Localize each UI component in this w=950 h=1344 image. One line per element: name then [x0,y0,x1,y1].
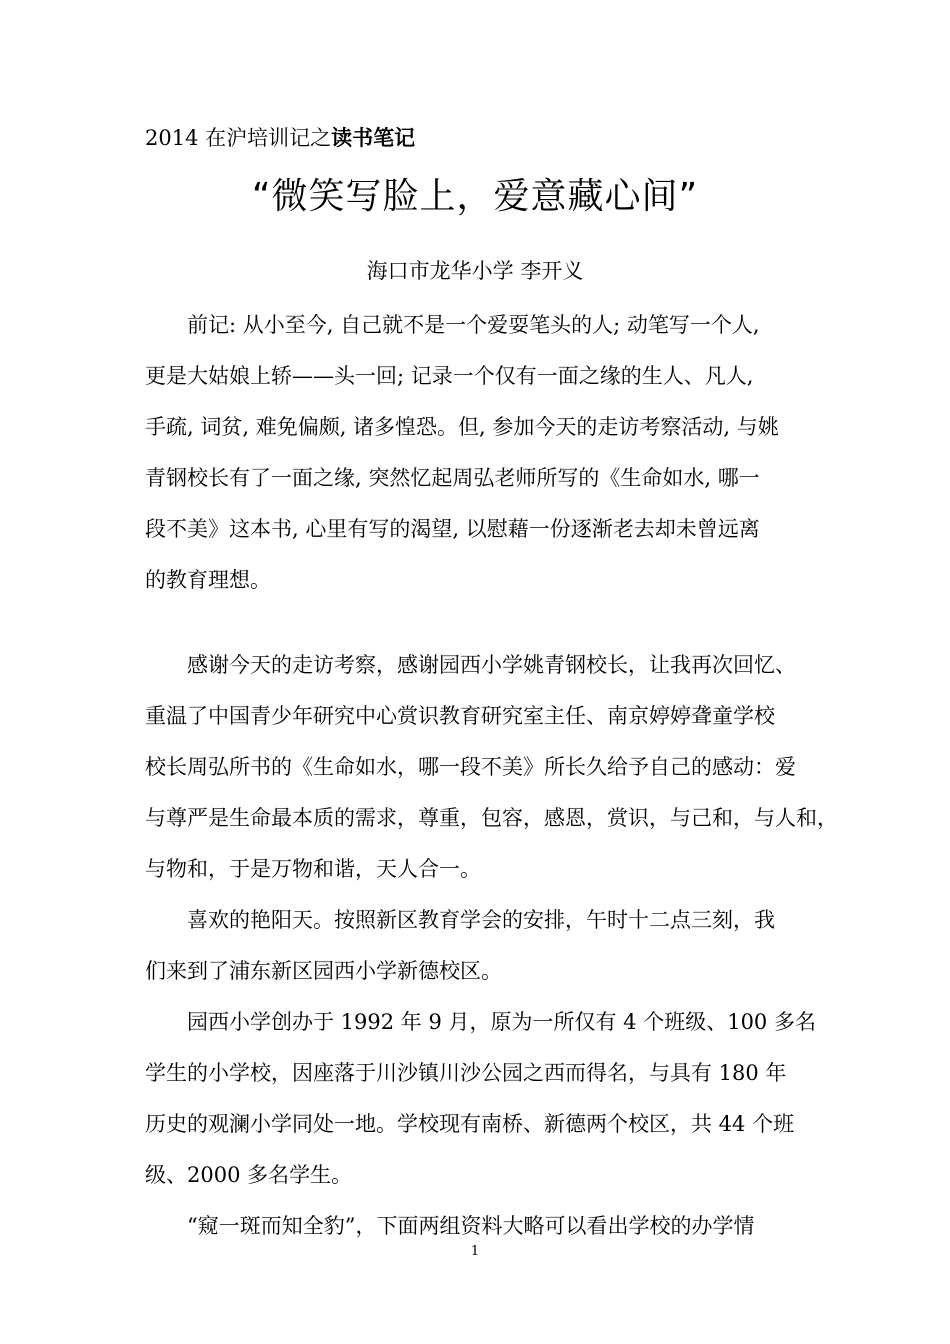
text-line: “窥一斑而知全豹”，下面两组资料大略可以看出学校的办学情 [187,1214,755,1238]
text-line: 学生的小学校，因座落于川沙镇川沙公园之西而得名，与具有 180 年 [145,1061,787,1085]
text-line: 段不美》这本书, 心里有写的渴望, 以慰藉一份逐渐老去却未曾远离 [145,517,760,541]
header-emphasis: 读书笔记 [331,125,416,150]
text-line: 青钢校长有了一面之缘, 突然忆起周弘老师所写的《生命如水, 哪一 [145,466,760,490]
text-line: 园西小学创办于 1992 年 9 月，原为一所仅有 4 个班级、100 多名 [187,1010,816,1034]
author-line: 海口市龙华小学 李开义 [366,259,584,283]
text-line: 们来到了浦东新区园西小学新德校区。 [145,959,502,983]
text-line: 级、2000 多名学生。 [145,1163,353,1187]
page-number: 1 [470,1244,480,1259]
text-line: 感谢今天的走访考察，感谢园西小学姚青钢校长，让我再次回忆、 [187,653,796,677]
text-line: 重温了中国青少年研究中心赏识教育研究室主任、南京婷婷聋童学校 [145,704,775,728]
text-line: 与尊严是生命最本质的需求，尊重，包容，感恩，赏识，与己和，与人和， [145,806,838,830]
header-line [145,120,415,156]
text-line: 校长周弘所书的《生命如水，哪一段不美》所长久给予自己的感动：爱 [145,755,796,779]
text-line: 更是大姑娘上轿——头一回; 记录一个仅有一面之缘的生人、凡人, [145,364,754,388]
text-line: 前记: 从小至今, 自己就不是一个爱耍笔头的人; 动笔写一个人, [187,313,760,337]
body-paragraphs [145,640,838,1252]
text-line: 手疏, 词贫, 难免偏颇, 诸多惶恐。但, 参加今天的走访考察活动, 与姚 [145,415,779,439]
preface-paragraph [145,300,825,606]
text-line: 喜欢的艳阳天。按照新区教育学会的安排，午时十二点三刻，我 [187,908,775,932]
text-line: 的教育理想。 [145,568,271,592]
text-line: 与物和，于是万物和谐，天人合一。 [145,857,481,881]
article-title: “微笑写脸上，爱意藏心间” [251,176,699,217]
header-prefix: 2014 在沪培训记之 [145,126,332,150]
text-line: 历史的观澜小学同处一地。学校现有南桥、新德两个校区，共 44 个班 [145,1112,795,1136]
